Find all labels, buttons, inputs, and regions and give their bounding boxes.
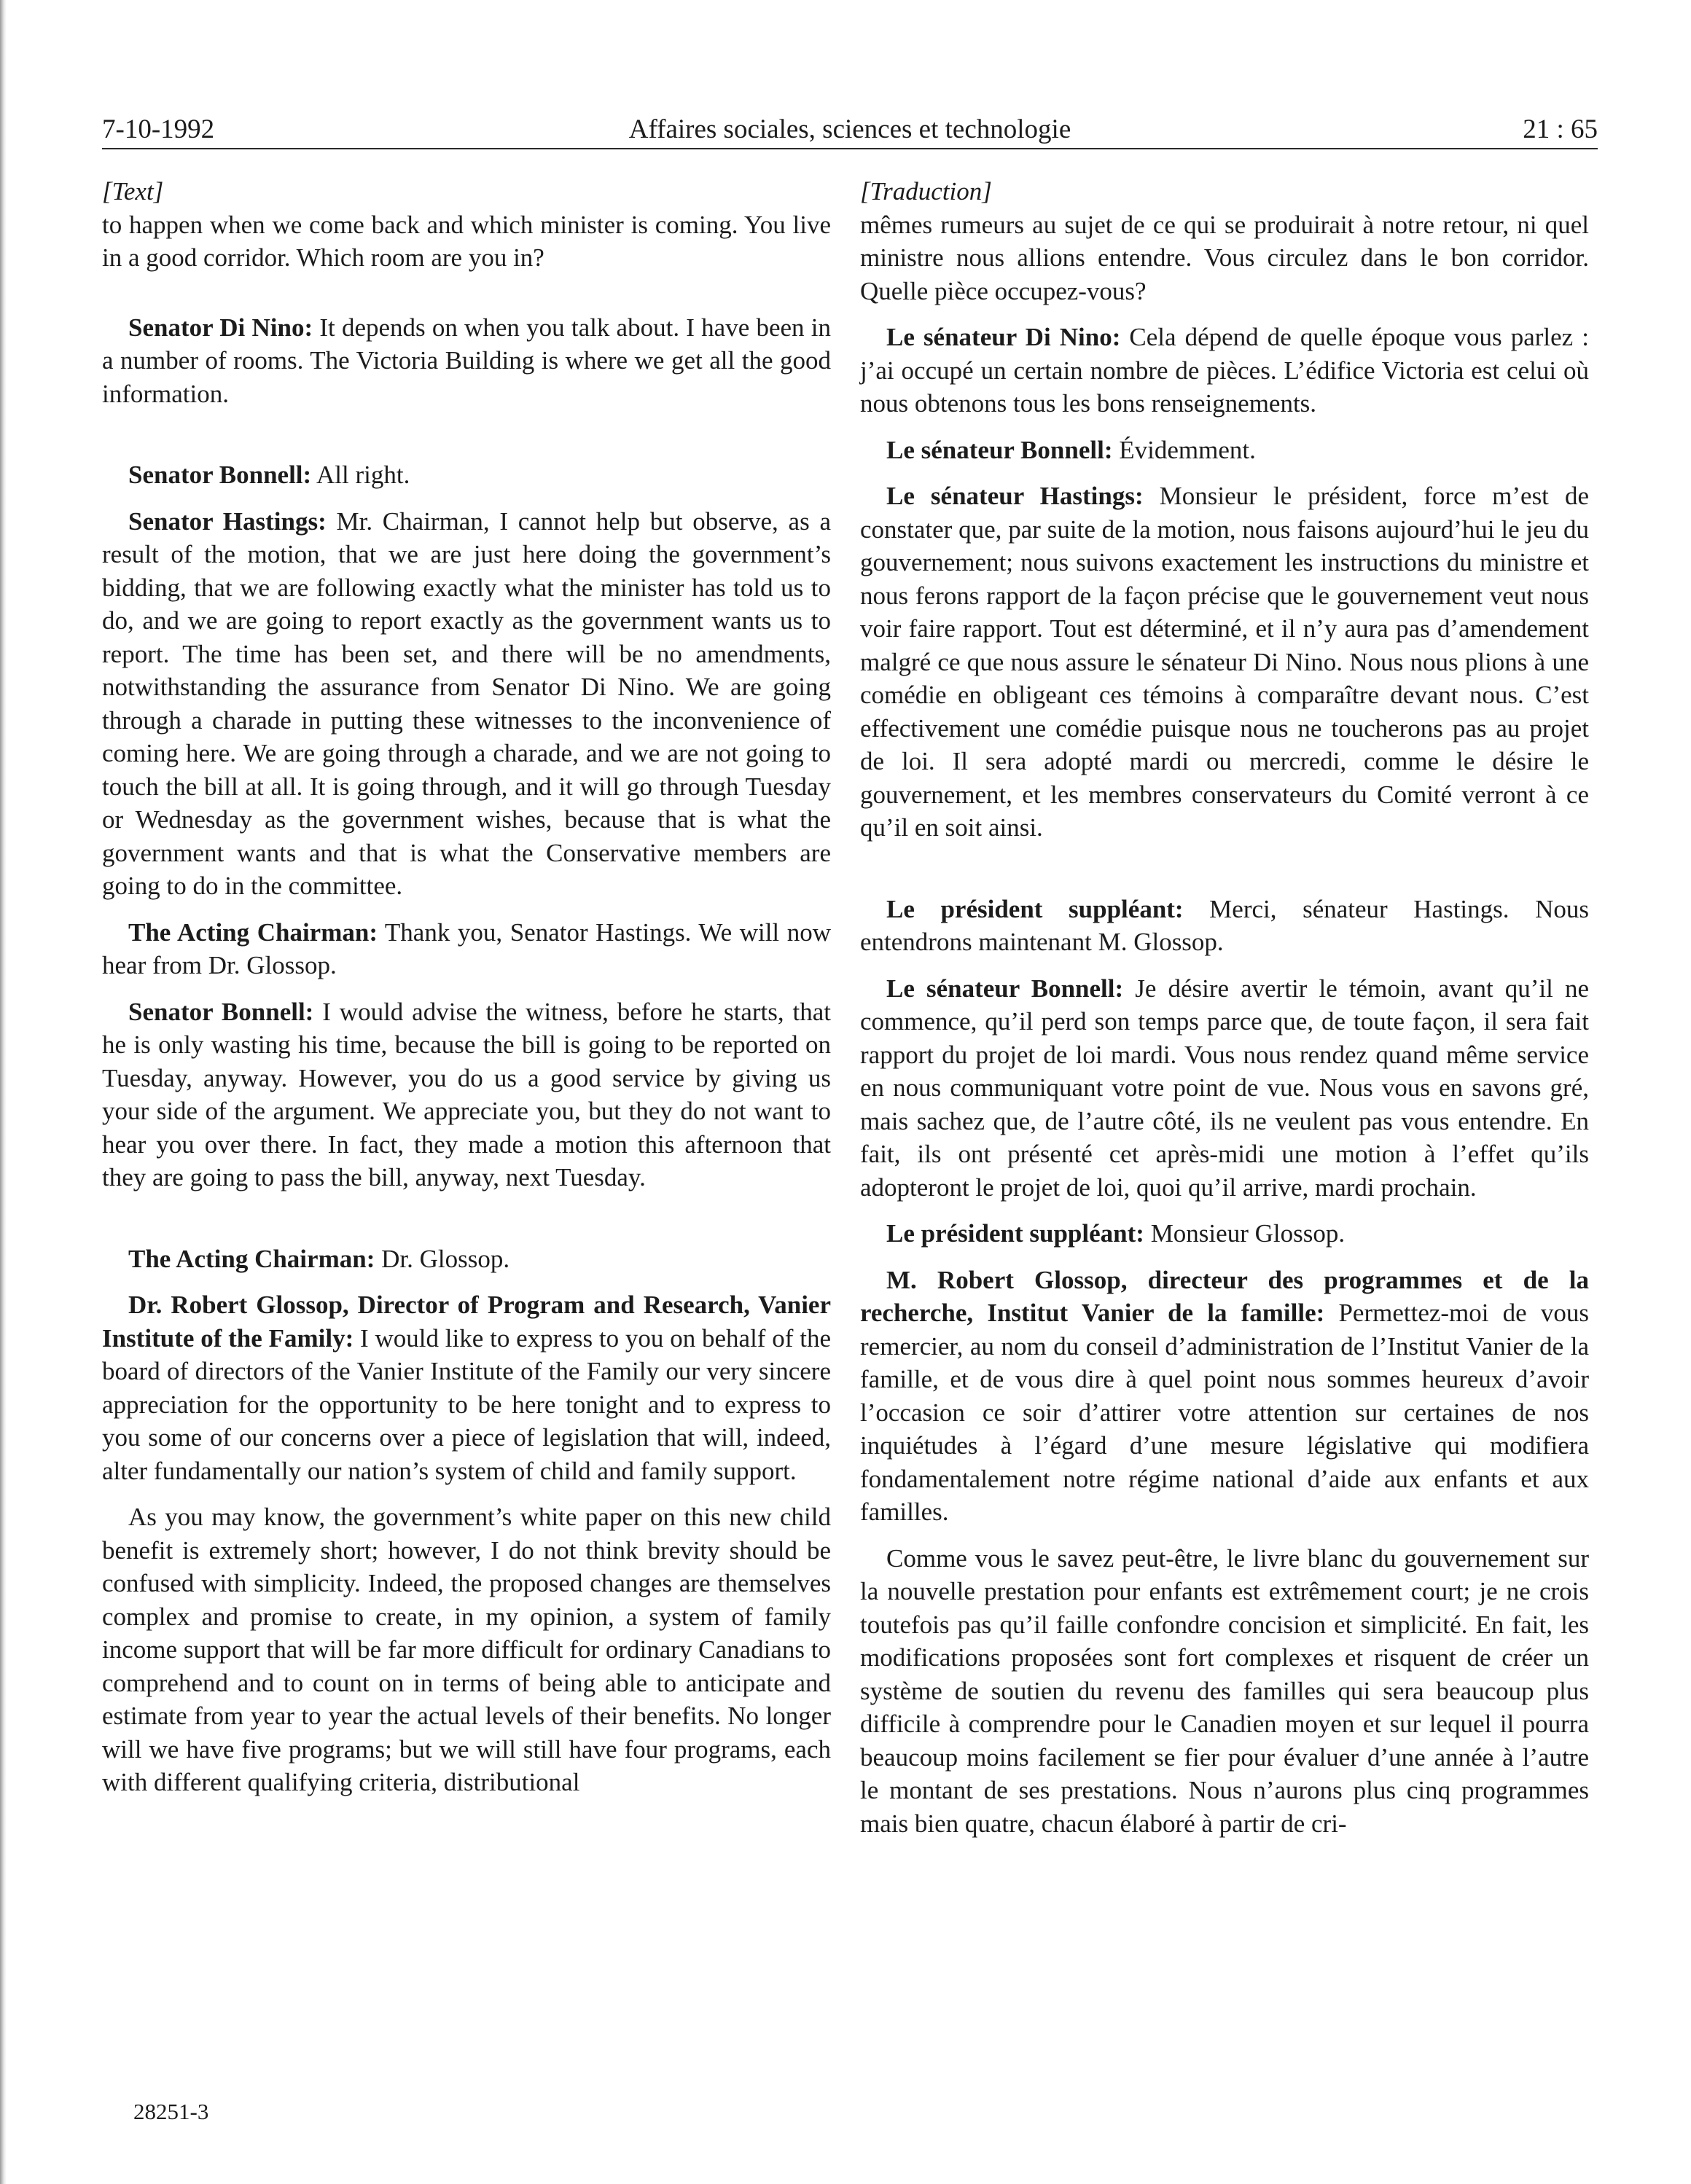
paragraph: Senator Bonnell: I would advise the witness, before he starts, that he is only wasting his time, because the bill is going to be reported on Tuesday, anyway. However, you do us a good service by giving us your side of the argument. We appreciate you, but they do not want to hear you over there. In fact, they made a motion this afternoon that they are going to pass the bill, anyway, next Tuesday. [102,997,832,1191]
speaker-name: Senator Di Nino: [128,313,313,342]
footer-code: 28251-3 [133,2099,209,2124]
speaker-name: Senator Bonnell: [128,461,312,489]
speaker-name: The Acting Chairman: [128,917,378,947]
paragraph: Senator Bonnell: All right. [128,461,410,489]
speaker-name: M. Robert Glossop, directeur des programmes et de la recherche, Institut Vanier de la famille: [860,1265,1589,1327]
paragraph: to happen when we come back and which minister is coming. You live in a good corridor. Which room are you in? [102,210,831,272]
paragraph: As you may know, the government’s white paper on this new child benefit is extremely short; however, I do not think brevity should be confused with simplicity. Indeed, the proposed changes are themselves complex and promise to create, in my opinion, a system of family income support that will be far more difficult for ordinary Canadians to comprehend and to count on in terms of being able to anticipate and estimate from year to year the actual levels of their benefits. No longer will we have five programs; but we will still have four programs, each with different qualifying criteria, distributional [102,1503,831,1796]
paragraph: The Acting Chairman: Dr. Glossop. [128,1244,510,1273]
paragraph: The Acting Chairman: Thank you, Senator Hastings. We will now hear from Dr. Glossop. [102,917,831,979]
paragraph: Dr. Robert Glossop, Director of Program and Research, Vanier Institute of the Family: I would like to express to you on behalf of the board of directors of the Vanier Institute of the Family our very sincere appreciation for the opportunity to be here tonight and to express to you some of our concerns over a piece of legislation that will, indeed, alter fundamentally our nation’s system of child and family support. [102,1291,831,1485]
paragraph: Comme vous le savez peut-être, le livre blanc du gouvernement sur la nouvelle prestation pour enfants est extrêmement court; je ne crois toutefois pas qu’il faille confondre concision et simplicité. En fait, les modifications proposées sont fort complexes et risquent de créer un système de soutien du revenu des familles qui sera beaucoup plus difficile à comprendre pour le Canadien moyen et sur lequel il pourra beaucoup moins facilement se fier pour évaluer d’une année à l’autre le montant de ses prestations. Nous n’aurons plus cinq programmes mais bien quatre, chacun élaboré à partir de cri- [860,1543,1589,1838]
french-column [860,175,1589,1853]
speaker-name: Le sénateur Hastings: [886,482,1144,510]
column-label-text: [Text] [102,177,164,206]
header-title: Affaires sociales, sciences et technologie [628,114,1071,144]
speaker-name: Le sénateur Bonnell: [886,974,1124,1003]
speaker-name: The Acting Chairman: [128,1244,375,1273]
paragraph: Le sénateur Hastings: Monsieur le président, force m’est de constater que, par suite de la motion, nous faisons aujourd’hui le jeu du gouvernement; nous suivons exactement les instructions du ministre et nous ferons rapport de la façon précise que le gouvernement veut nous voir faire rapport. Tout est déterminé, et il n’y aura pas d’amendement malgré ce que nous assure le sénateur Di Nino. Nous nous plions à une comédie en obligeant ces témoins à comparaître devant nous. C’est effectivement une comédie puisque nous ne toucherons pas au projet de loi. Il sera adopté mardi ou mercredi, comme le désire le gouvernement, et les membres conservateurs du Comité verront à ce qu’il en soit ainsi. [860,482,1589,842]
speaker-name: Le président suppléant: [886,1219,1144,1248]
speaker-name: Le sénateur Bonnell: [886,435,1113,464]
english-column [102,175,831,1812]
paragraph: Le sénateur Di Nino: Cela dépend de quelle époque vous parlez : j’ai occupé un certain nombre de pièces. L’édifice Victoria est celui où nous obtenons tous les bons renseignements. [860,323,1589,418]
paragraph: Le sénateur Bonnell: Évidemment. [886,435,1256,464]
paragraph: Le président suppléant: Monsieur Glossop. [886,1219,1346,1248]
paragraph: Le président suppléant: Merci, sénateur Hastings. Nous entendrons maintenant M. Glossop. [860,894,1589,956]
running-header [102,111,1598,149]
header-rule [102,148,1598,149]
speaker-name: Dr. Robert Glossop, Director of Program and Research, Vanier Institute of the Family: [102,1291,831,1353]
paragraph: mêmes rumeurs au sujet de ce qui se produirait à notre retour, ni quel ministre nous allions entendre. Vous circulez dans le bon corridor. Quelle pièce occupez-vous? [860,210,1589,305]
speaker-name: Le président suppléant: [886,894,1184,923]
header-page-number: 21 : 65 [1523,114,1598,144]
paragraph: M. Robert Glossop, directeur des programmes et de la recherche, Institut Vanier de la famille: Permettez-moi de vous remercier, au nom du conseil d’administration de l’Institut Vanier de la famille, et de vous dire à quel point nous sommes heureux d’avoir l’occasion ce soir d’attirer votre attention sur certaines de nos inquiétudes à l’égard d’une mesure législative qui modifiera fondamentalement notre régime national d’aide aux enfants et aux familles. [860,1265,1589,1526]
paragraph: Senator Hastings: Mr. Chairman, I cannot help but observe, as a result of the motion, that we are just here doing the government’s bidding, that we are following exactly what the minister has told us to do, and we are going to report exactly as the government wants us to report. The time has been set, and there will be no amendments, notwithstanding the assurance from Senator Di Nino. We are going through a charade in putting these witnesses to the inconvenience of coming here. We are going through a charade, and we are not going to touch the bill at all. It is going through, and it will go through Tuesday or Wednesday as the government wishes, because that is what the government wants and that is what the Conservative members are going to do in the committee. [102,506,831,900]
speaker-name: Le sénateur Di Nino: [886,323,1121,351]
paragraph: Le sénateur Bonnell: Je désire avertir le témoin, avant qu’il ne commence, qu’il perd son temps parce que, de toute façon, il sera fait rapport du projet de loi mardi. Vous nous rendez quand même service en nous communiquant votre point de vue. Nous vous en savons gré, mais sachez que, de l’autre côté, ils ne veulent pas vous entendre. En fait, ils ont présenté cet après-midi une motion à l’effet qu’ils adopteront le projet de loi, quoi qu’il arrive, mardi prochain. [860,974,1589,1202]
header-date: 7-10-1992 [102,114,215,144]
speaker-name: Senator Hastings: [128,506,327,536]
page-edge-shadow [0,0,7,2184]
column-label-traduction: [Traduction] [860,177,992,206]
paragraph: Senator Di Nino: It depends on when you talk about. I have been in a number of rooms. The Victoria Building is where we get all the good information. [102,313,831,408]
speaker-name: Senator Bonnell: [128,997,314,1026]
